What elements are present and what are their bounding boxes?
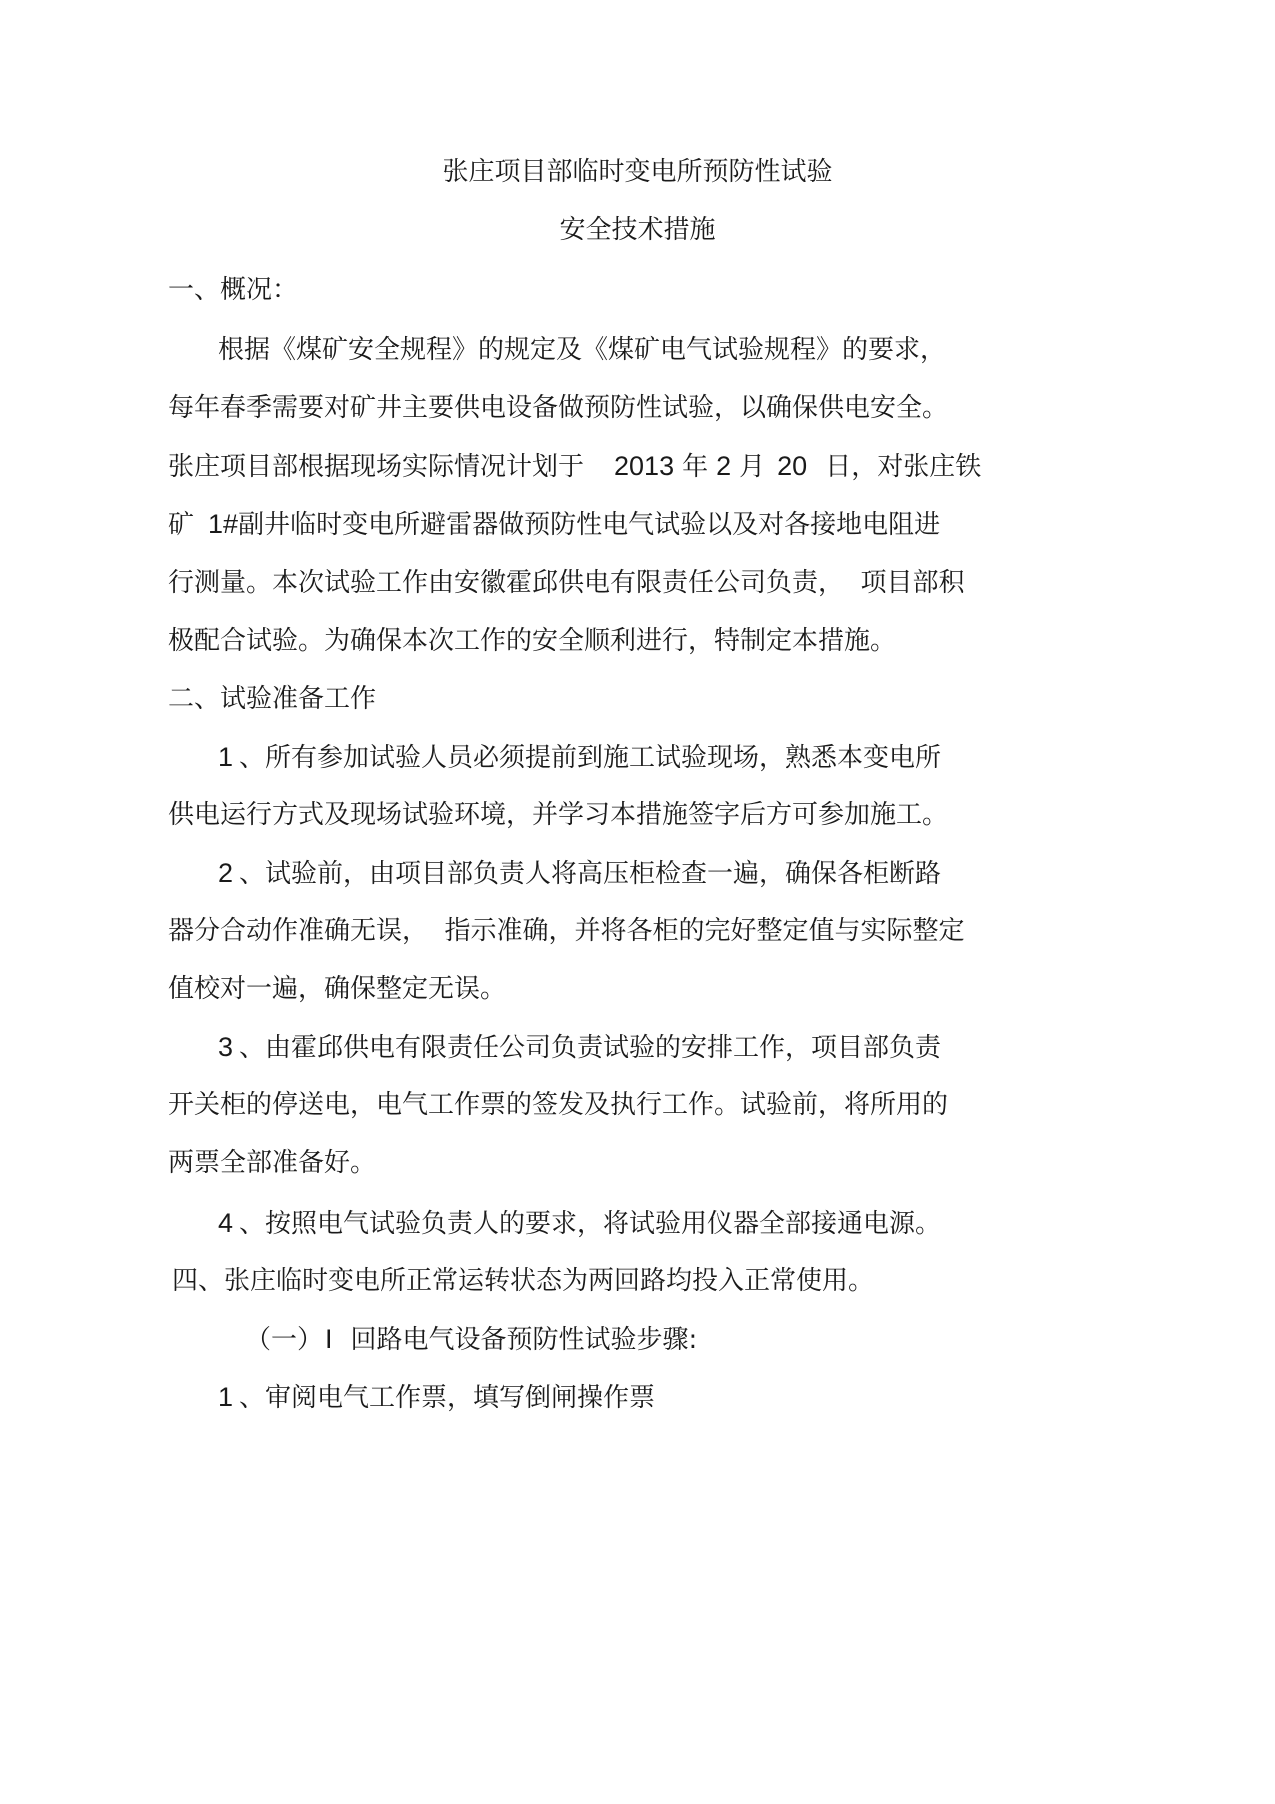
title-line-2: 安全技术措施 xyxy=(559,215,716,245)
step-item-1 xyxy=(218,1380,655,1415)
paragraph-line: 开关柜的停送电，电气工作票的签发及执行工作。试验前，将所用的 xyxy=(168,1090,949,1120)
date-year: 2013 xyxy=(614,451,675,481)
paragraph-line: 极配合试验。为确保本次工作的安全顺利进行，特制定本措施。 xyxy=(168,626,897,656)
list-item-1 xyxy=(218,740,941,775)
date-day: 20 xyxy=(777,451,808,481)
paragraph-line-date xyxy=(168,449,981,484)
item-number: 2 xyxy=(218,858,234,888)
item-number: 3 xyxy=(218,1032,234,1062)
item-number: 4 xyxy=(218,1208,234,1238)
paragraph-line: 每年春季需要对矿井主要供电设备做预防性试验，以确保供电安全。 xyxy=(168,393,949,423)
item-text: 、按照电气试验负责人的要求，将试验用仪器全部接通电源。 xyxy=(239,1209,942,1239)
document-subtitle xyxy=(0,213,1275,247)
subsection-heading xyxy=(245,1322,697,1357)
paragraph-line xyxy=(168,507,940,542)
paragraph-text: 副井临时变电所避雷器做预防性电气试验以及对各接地电阻进 xyxy=(238,510,941,540)
paragraph-line: 根据《煤矿安全规程》的规定及《煤矿电气试验规程》的要求， xyxy=(218,335,947,365)
subsection-prefix: （一） xyxy=(245,1325,324,1355)
date-year-char: 年 xyxy=(682,452,709,482)
item-number: 1 xyxy=(218,742,234,772)
item-text: 、由霍邱供电有限责任公司负责试验的安排工作，项目部负责 xyxy=(239,1033,942,1063)
date-sentence-start: 张庄项目部根据现场实际情况计划于 xyxy=(168,452,585,482)
section-2-heading: 二、试验准备工作 xyxy=(168,684,377,714)
section-1-heading: 一、概况： xyxy=(168,275,299,305)
step-number: 1 xyxy=(218,1382,234,1412)
list-item-3 xyxy=(218,1030,941,1065)
paragraph-line: 值校对一遍，确保整定无误。 xyxy=(168,974,507,1004)
paragraph-line: 两票全部准备好。 xyxy=(168,1148,377,1178)
mine-char: 矿 xyxy=(168,510,195,540)
item-text: 、所有参加试验人员必须提前到施工试验现场，熟悉本变电所 xyxy=(239,743,942,773)
section-4-heading: 四、张庄临时变电所正常运转状态为两回路均投入正常使用。 xyxy=(172,1266,875,1296)
step-text: 、审阅电气工作票，填写倒闸操作票 xyxy=(239,1383,656,1413)
subsection-text: 回路电气设备预防性试验步骤: xyxy=(350,1325,698,1355)
item-text: 、试验前，由项目部负责人将高压柜检查一遍，确保各柜断路 xyxy=(239,859,942,889)
date-month: 2 xyxy=(716,451,732,481)
list-item-4 xyxy=(218,1206,941,1241)
paragraph-line: 行测量。本次试验工作由安徽霍邱供电有限责任公司负责， 项目部积 xyxy=(168,568,965,598)
paragraph-line: 供电运行方式及现场试验环境，并学习本措施签字后方可参加施工。 xyxy=(168,800,949,830)
document-title xyxy=(0,155,1275,189)
circuit-roman-numeral: I xyxy=(325,1324,333,1354)
date-sentence-end: 日，对张庄铁 xyxy=(825,452,982,482)
date-month-char: 月 xyxy=(739,452,766,482)
title-line-1: 张庄项目部临时变电所预防性试验 xyxy=(442,157,833,187)
list-item-2 xyxy=(218,856,941,891)
shaft-number: 1# xyxy=(208,509,239,539)
paragraph-line: 器分合动作准确无误， 指示准确，并将各柜的完好整定值与实际整定 xyxy=(168,916,965,946)
